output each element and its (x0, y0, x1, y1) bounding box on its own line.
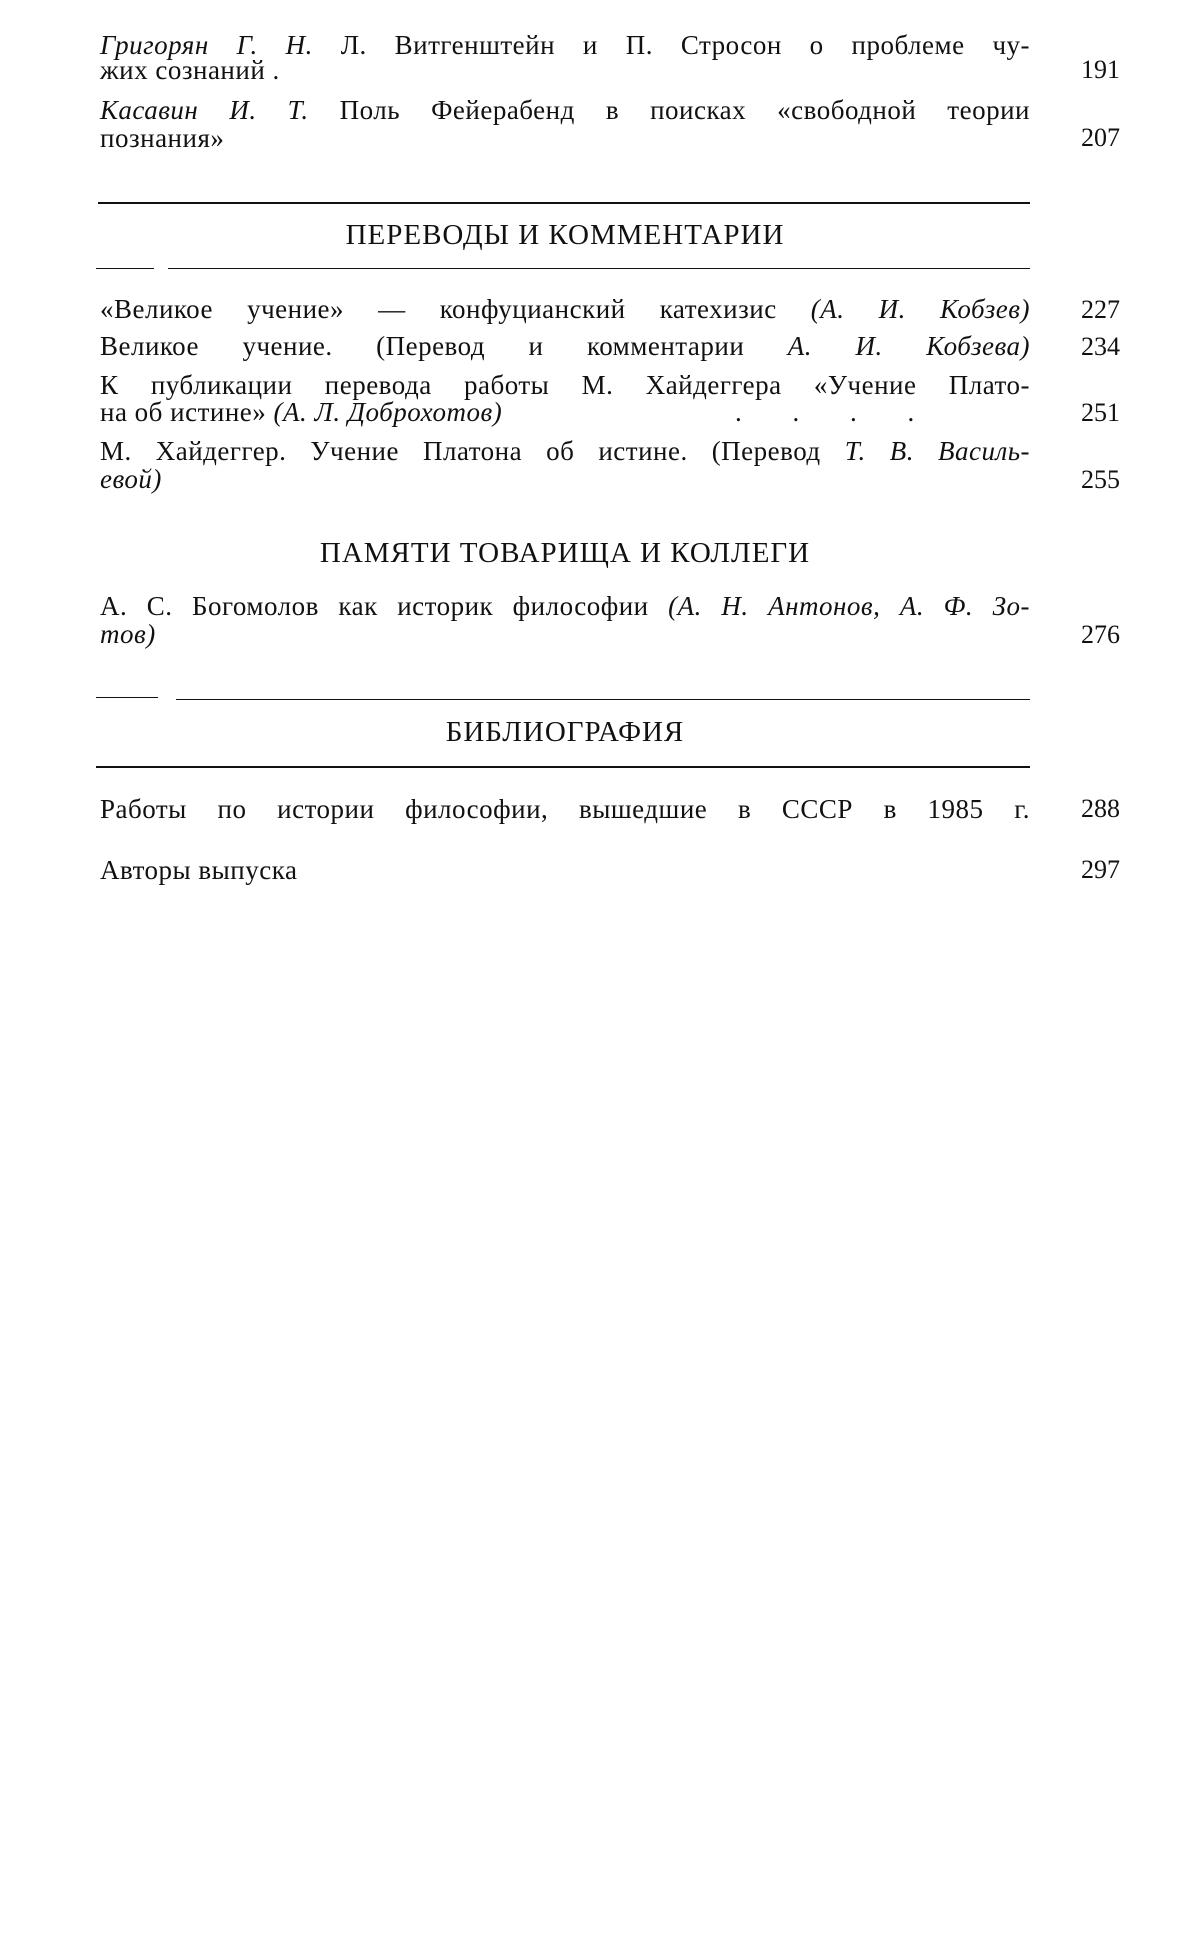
page-number: 234 (1081, 332, 1120, 361)
toc-entry-bogomolov (100, 593, 1030, 620)
page-number: 207 (1081, 123, 1120, 152)
toc-entry-kasavin-cont (100, 125, 1030, 152)
dot-leaders: . . . . (735, 397, 937, 427)
section-rule-top (98, 202, 1030, 204)
section-heading-memory: ПАМЯТИ ТОВАРИЩА И КОЛЛЕГИ (319, 537, 811, 569)
section-rule-top (96, 697, 158, 698)
entry-title: «Великое учение» — конфуцианский катехизис (100, 294, 777, 324)
entry-title: Работы по истории философии, вышедшие в СССР в 1985 г. (100, 794, 1030, 824)
entry-credit: (А. Л. Доброхотов) (273, 397, 503, 427)
entry-credit: А. И. Кобзева) (787, 331, 1031, 361)
page-number: 191 (1081, 55, 1120, 84)
entry-title: Л. Витгенштейн и П. Стросон о проблеме чу- (340, 30, 1031, 60)
entry-title: А. С. Богомолов как историк философии (100, 591, 649, 621)
toc-entry-heidegger-publication (100, 372, 1030, 399)
section-heading-translations: ПЕРЕВОДЫ И КОММЕНТАРИИ (345, 219, 785, 251)
entry-credit-cont: тов) (100, 619, 156, 649)
entry-credit: (А. И. Кобзев) (810, 294, 1030, 324)
entry-title-cont: познания» (100, 123, 225, 153)
section-heading-bibliography: БИБЛИОГРАФИЯ (445, 716, 685, 748)
page-number: 255 (1081, 465, 1120, 494)
entry-title: Поль Фейерабенд в поисках «свободной теории (339, 95, 1030, 125)
section-rule-bottom (96, 268, 154, 269)
toc-entry-great-learning-translation (100, 333, 1030, 360)
toc-entry-heidegger-translation (100, 438, 1030, 465)
section-rule-bottom (96, 766, 1030, 768)
toc-entry-great-learning-catechism (100, 296, 1030, 323)
page-number: 276 (1081, 620, 1120, 649)
entry-credit: Т. В. Василь- (844, 436, 1031, 466)
entry-title-cont: жих сознаний . (100, 55, 280, 85)
entry-title-cont: на об истине» (100, 397, 267, 427)
page-number: 227 (1081, 295, 1120, 324)
toc-entry-bibliography (100, 796, 1030, 823)
entry-credit: (А. Н. Антонов, А. Ф. Зо- (668, 591, 1030, 621)
toc-entry-authors (100, 857, 1030, 884)
toc-entry-heidegger-translation-cont (100, 466, 1030, 493)
entry-title: М. Хайдеггер. Учение Платона об истине. (Перевод (100, 436, 821, 466)
toc-entry-grigoryan-cont (100, 57, 1030, 84)
page-number: 251 (1081, 398, 1120, 427)
entry-credit-cont: евой) (100, 464, 162, 494)
entry-author: Касавин И. Т. (100, 95, 309, 125)
toc-entry-bogomolov-cont (100, 621, 1030, 648)
toc-entry-heidegger-publication-cont (100, 399, 1030, 426)
entry-title: Авторы выпуска (100, 855, 298, 885)
section-rule-bottom (168, 268, 1030, 269)
entry-title: К публикации перевода работы М. Хайдеггера «Учение Плато- (100, 370, 1030, 400)
section-rule-top (176, 699, 1030, 700)
entry-title: Великое учение. (Перевод и комментарии (100, 331, 745, 361)
entry-author: Григорян Г. Н. (100, 30, 313, 60)
toc-entry-kasavin (100, 97, 1030, 124)
page-number: 288 (1081, 794, 1120, 823)
page-number: 297 (1081, 855, 1120, 884)
